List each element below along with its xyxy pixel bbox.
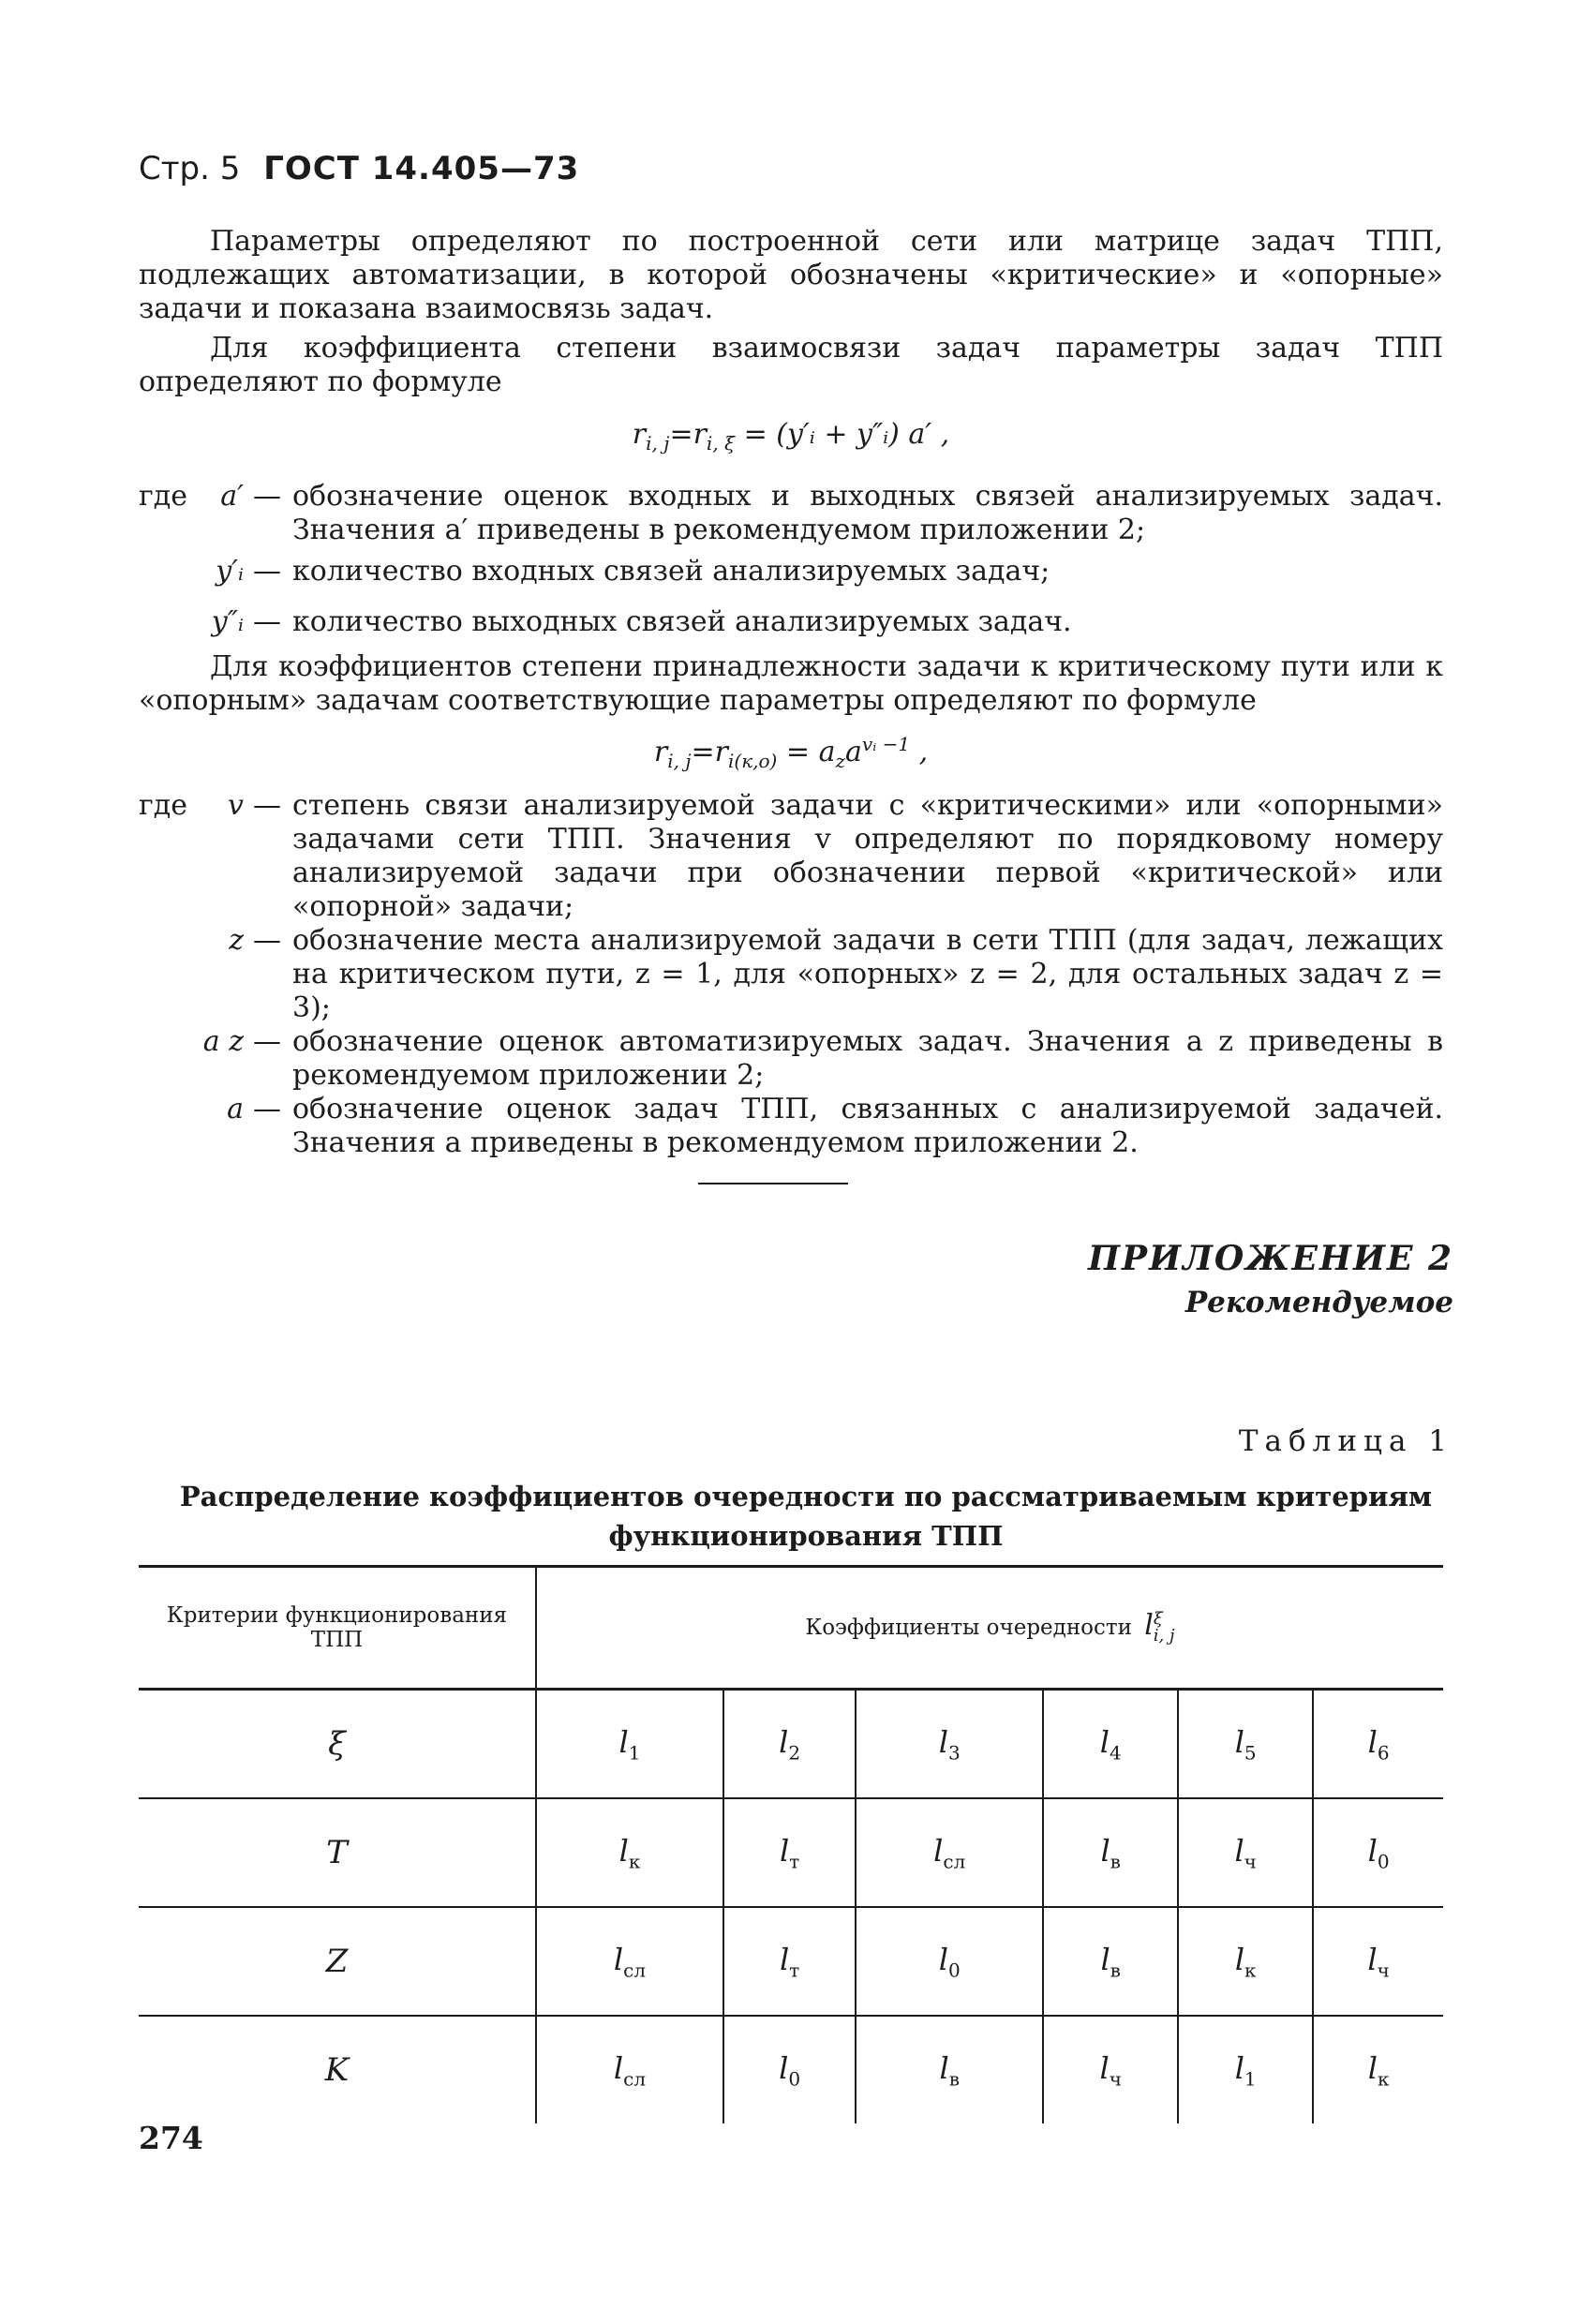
def2-4-dash: — <box>253 1093 281 1125</box>
def-2-symbol: y′ᵢ <box>216 555 244 588</box>
coefficient-base: l <box>933 1832 944 1869</box>
standard-number: ГОСТ 14.405—73 <box>263 150 580 187</box>
coefficient-subscript: ч <box>1244 1850 1257 1873</box>
row-criterion: Z <box>139 1907 536 2016</box>
coefficient-cell <box>1313 2016 1443 2123</box>
def-1-prefix: где <box>139 480 187 513</box>
def2-3-text: обозначение оценок автоматизируемых задач. Значения a z приведены в рекомендуемом приложении 2; <box>292 1025 1443 1092</box>
row-criterion: T <box>139 1798 536 1907</box>
table-row <box>139 2016 1443 2123</box>
def-3-symbol: y″ᵢ <box>211 605 244 638</box>
def2-2-symbol: z <box>229 924 244 957</box>
coefficient-cell <box>1313 1798 1443 1907</box>
coefficient-base: l <box>1234 1832 1244 1869</box>
coefficient-subscript: 4 <box>1109 1741 1122 1765</box>
header-symbol-sup: ξ <box>1153 1609 1163 1629</box>
def-1-symbol: a′ <box>220 480 244 513</box>
coefficient-base: l <box>779 2049 789 2086</box>
def2-1-text: степень связи анализируемой задачи с «критическими» или «опорными» задачами сети ТПП. Значения v определяют по порядковому номеру анализируемой задачи при обозначении первой «критической» или «опорной» задачи; <box>292 789 1443 923</box>
coefficient-subscript: т <box>789 1959 800 1982</box>
coefficient-cell <box>856 1907 1043 2016</box>
coefficient-base: l <box>1099 1723 1110 1760</box>
formula-1-lhs-a-sub: i, j <box>646 432 670 454</box>
coefficient-base: l <box>1099 2049 1110 2086</box>
coefficient-cell <box>1178 1690 1313 1799</box>
def2-1-dash: — <box>253 789 281 822</box>
coefficient-cell <box>1043 2016 1178 2123</box>
coefficient-base: l <box>938 1723 948 1760</box>
coefficient-subscript: 1 <box>628 1741 641 1765</box>
formula-2-rhs-a-sub: z <box>835 750 845 772</box>
table-row <box>139 1907 1443 2016</box>
coefficient-subscript: 3 <box>947 1741 961 1765</box>
page-number: 274 <box>139 2120 203 2156</box>
coefficient-subscript: 5 <box>1244 1741 1257 1765</box>
def-2-dash: — <box>253 555 281 588</box>
coefficient-subscript: сл <box>623 2067 647 2091</box>
header-coefficients-symbol <box>1144 1609 1175 1646</box>
formula-1-eq: = <box>669 418 693 451</box>
coefficient-subscript: к <box>628 1850 641 1873</box>
def2-1-prefix: где <box>139 789 187 822</box>
coefficient-cell <box>536 1907 723 2016</box>
def-1-dash: — <box>253 480 281 513</box>
coefficient-cell <box>1313 1690 1443 1799</box>
coefficient-base: l <box>613 1941 624 1977</box>
coefficient-cell <box>856 1798 1043 1907</box>
coefficient-cell <box>536 2016 723 2123</box>
coefficient-base: l <box>1234 1941 1245 1977</box>
table-number: Таблица 1 <box>1238 1424 1453 1458</box>
coefficient-base: l <box>1234 1723 1244 1760</box>
page-label: Стр. 5 <box>139 150 241 187</box>
coefficient-cell <box>1178 1907 1313 2016</box>
def2-1-symbol: v <box>228 789 244 822</box>
formula-2-rhs-b-sup: vᵢ −1 <box>861 733 911 755</box>
def2-3-dash: — <box>253 1025 281 1058</box>
coefficient-subscript: ч <box>1109 2067 1122 2091</box>
coefficient-subscript: в <box>948 2067 960 2091</box>
appendix-title: ПРИЛОЖЕНИЕ 2 <box>1087 1239 1453 1278</box>
formula-2-lhs-b-sub: i(к,о) <box>728 750 778 772</box>
coefficient-base: l <box>1100 1832 1110 1869</box>
coefficient-subscript: ч <box>1377 1959 1390 1982</box>
coefficient-base: l <box>618 1723 629 1760</box>
paragraph-3: Для коэффициентов степени принадлежности задачи к критическому пути или к «опорным» задачам соответствующие параметры определяют по формуле <box>139 650 1443 717</box>
coefficient-base: l <box>1234 2049 1244 2086</box>
coefficient-subscript: 0 <box>947 1959 961 1982</box>
formula-1-lhs-b-sub: i, ξ <box>706 432 736 454</box>
appendix-subtitle: Рекомендуемое <box>1184 1286 1453 1319</box>
coefficient-subscript: 0 <box>1377 1850 1390 1873</box>
coefficient-cell <box>1043 1690 1178 1799</box>
coefficient-base: l <box>1367 1941 1378 1977</box>
coefficient-base: l <box>618 1832 629 1869</box>
coefficient-subscript: в <box>1110 1959 1121 1982</box>
coefficient-subscript: т <box>789 1850 800 1873</box>
coefficient-cell <box>723 1798 856 1907</box>
def2-2-dash: — <box>253 924 281 957</box>
coefficient-cell <box>723 1907 856 2016</box>
coefficient-subscript: в <box>1110 1850 1121 1873</box>
coefficient-base: l <box>1367 1832 1378 1869</box>
header-coefficients <box>536 1567 1443 1690</box>
coefficient-base: l <box>1367 2049 1378 2086</box>
formula-1-lhs-b: r <box>693 418 707 451</box>
paragraph-1: Параметры определяют по построенной сети или матрице задач ТПП, подлежащих автоматизации, в которой обозначены «критические» и «опорные» задачи и показана взаимосвязь задач. <box>139 225 1443 325</box>
coefficient-base: l <box>779 1832 790 1869</box>
coefficient-base: l <box>779 1723 789 1760</box>
header-symbol-base: l <box>1144 1609 1154 1642</box>
coefficient-base: l <box>613 2049 624 2086</box>
coefficient-subscript: 0 <box>788 2067 801 2091</box>
coefficient-base: l <box>938 1941 948 1977</box>
coefficient-cell <box>723 1690 856 1799</box>
coefficient-cell <box>1178 1798 1313 1907</box>
definitions-2 <box>139 789 1443 1159</box>
table-row <box>139 1798 1443 1907</box>
coefficient-subscript: 1 <box>1244 2067 1257 2091</box>
paragraph-2: Для коэффициента степени взаимосвязи задач параметры задач ТПП определяют по формуле <box>139 332 1443 398</box>
table-row <box>139 1690 1443 1799</box>
coefficient-base: l <box>1367 1723 1378 1760</box>
header-criteria <box>139 1567 536 1690</box>
page-header <box>139 150 579 187</box>
section-divider <box>698 1183 848 1184</box>
formula-2-tail: , <box>910 736 929 768</box>
table-caption: Распределение коэффициентов очередности по рассматриваемым критериям функционирования ТПП <box>179 1481 1433 1552</box>
row-criterion: K <box>139 2016 536 2123</box>
table-header-row <box>139 1567 1443 1690</box>
formula-2-rhs-b: a <box>845 736 862 768</box>
coefficient-base: l <box>1100 1941 1110 1977</box>
coefficient-subscript: к <box>1244 1959 1257 1982</box>
formula-2-lhs-b: r <box>714 736 728 768</box>
coefficient-base: l <box>779 1941 790 1977</box>
def-1-text: обозначение оценок входных и выходных связей анализируемых задач. Значения a′ приведены в рекомендуемом приложении 2; <box>292 480 1443 546</box>
coefficient-subscript: 6 <box>1377 1741 1390 1765</box>
def-2-text: количество входных связей анализируемых задач; <box>292 555 1050 588</box>
def2-3-symbol: a z <box>202 1025 244 1058</box>
coefficient-cell <box>856 1690 1043 1799</box>
header-symbol-sub: i, j <box>1153 1626 1175 1646</box>
header-criteria-label: Критерии функционирования ТПП <box>166 1603 508 1652</box>
coefficients-table <box>139 1565 1443 2123</box>
coefficient-cell <box>856 2016 1043 2123</box>
formula-1 <box>139 418 1443 454</box>
coefficient-base: l <box>939 2049 949 2086</box>
formula-2 <box>139 733 1443 772</box>
def2-4-text: обозначение оценок задач ТПП, связанных с анализируемой задачей. Значения a приведены в рекомендуемом приложении 2. <box>292 1093 1443 1159</box>
coefficient-subscript: сл <box>943 1850 966 1873</box>
definitions-1 <box>139 480 1443 648</box>
def2-2-text: обозначение места анализируемой задачи в сети ТПП (для задач, лежащих на критическом пути, z = 1, для «опорных» z = 2, для остальных задач z = 3); <box>292 924 1443 1024</box>
coefficient-cell <box>1178 2016 1313 2123</box>
formula-1-lhs-a: r <box>632 418 647 451</box>
coefficient-subscript: 2 <box>788 1741 801 1765</box>
coefficient-subscript: к <box>1377 2067 1390 2091</box>
coefficient-cell <box>1043 1798 1178 1907</box>
formula-2-lhs-a: r <box>653 736 668 768</box>
coefficient-subscript: сл <box>623 1959 647 1982</box>
def-3-dash: — <box>253 605 281 638</box>
def-3-text: количество выходных связей анализируемых задач. <box>292 605 1072 638</box>
formula-2-eq: = <box>691 736 715 768</box>
formula-1-rhs: = (y′ᵢ + y″ᵢ) a′ , <box>743 418 950 451</box>
coefficient-cell <box>536 1690 723 1799</box>
header-coefficients-label: Коэффициенты очередности <box>805 1616 1132 1640</box>
row-criterion: ξ <box>139 1690 536 1799</box>
formula-2-lhs-a-sub: i, j <box>667 750 692 772</box>
coefficient-cell <box>1043 1907 1178 2016</box>
coefficient-cell <box>723 2016 856 2123</box>
coefficient-cell <box>1313 1907 1443 2016</box>
formula-2-rhs-a: = a <box>785 736 836 768</box>
coefficient-cell <box>536 1798 723 1907</box>
def2-4-symbol: a <box>227 1093 244 1125</box>
table-body <box>139 1690 1443 2124</box>
